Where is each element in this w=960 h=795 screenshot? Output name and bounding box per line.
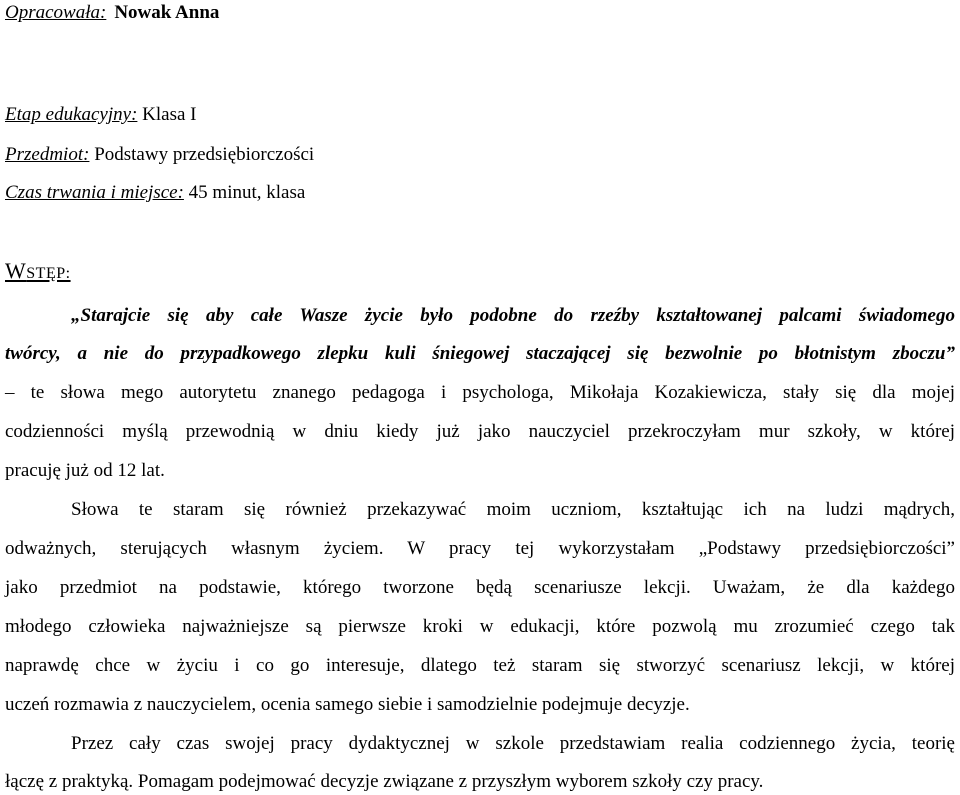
paragraph-2-line-4: młodego człowieka najważniejsze są pierwsze kroki w edukacji, które pozwolą mu zrozumieć czego tak [5, 616, 955, 637]
subject-value: Podstawy przedsiębiorczości [94, 144, 315, 165]
intro-heading-initial: W [5, 258, 27, 283]
paragraph-2-line-6: uczeń rozmawia z nauczycielem, ocenia samego siebie i samodzielnie podejmuje decyzje. [5, 694, 690, 715]
time-value: 45 minut, klasa [188, 182, 306, 203]
author-label: Opracowała: [5, 2, 107, 23]
intro-heading-rest: STĘP: [26, 265, 71, 282]
paragraph-1-line-1: – te słowa mego autorytetu znanego pedagoga i psychologa, Mikołaja Kozakiewicza, stały się dla mojej [5, 382, 955, 403]
quote-line-2: twórcy, a nie do przypadkowego zlepku kuli śniegowej staczającej się bezwolnie po błotnistym zboczu” [5, 343, 955, 364]
time-label: Czas trwania i miejsce: [5, 182, 184, 203]
paragraph-2-line-1: Słowa te staram się również przekazywać moim uczniom, kształtując ich na ludzi mądrych, [71, 499, 955, 520]
quote-line-1: „Starajcie się aby całe Wasze życie było podobne do rzeźby kształtowanej palcami świadomego [71, 305, 955, 326]
stage-line [5, 103, 197, 127]
paragraph-3-line-1: Przez cały czas swojej pracy dydaktycznej w szkole przedstawiam realia codziennego życia, teorię [71, 733, 955, 754]
paragraph-3-line-2: łączę z praktyką. Pomagam podejmować decyzje związane z przyszłym wyborem szkoły czy pracy. [5, 771, 764, 792]
subject-line [5, 143, 314, 167]
paragraph-2-line-3: jako przedmiot na podstawie, którego tworzone będą scenariusze lekcji. Uważam, że dla każdego [5, 577, 955, 598]
paragraph-1-line-2: codzienności myślą przewodnią w dniu kiedy już jako nauczyciel przekroczyłam mur szkoły, w której [5, 421, 955, 442]
subject-label: Przedmiot: [5, 144, 90, 165]
paragraph-2-line-2: odważnych, sterujących własnym życiem. W pracy tej wykorzystałam „Podstawy przedsiębiorczości” [5, 538, 955, 559]
stage-label: Etap edukacyjny: [5, 104, 138, 125]
author-name: Nowak Anna [114, 2, 220, 23]
author-line [5, 1, 219, 25]
stage-value: Klasa I [142, 104, 197, 125]
paragraph-2-line-5: naprawdę chce w życiu i co go interesuje, dlatego też staram się stworzyć scenariusz lekcji, w której [5, 655, 955, 676]
paragraph-1-line-3: pracuję już od 12 lat. [5, 460, 165, 481]
time-line [5, 181, 305, 205]
intro-heading [5, 259, 71, 286]
